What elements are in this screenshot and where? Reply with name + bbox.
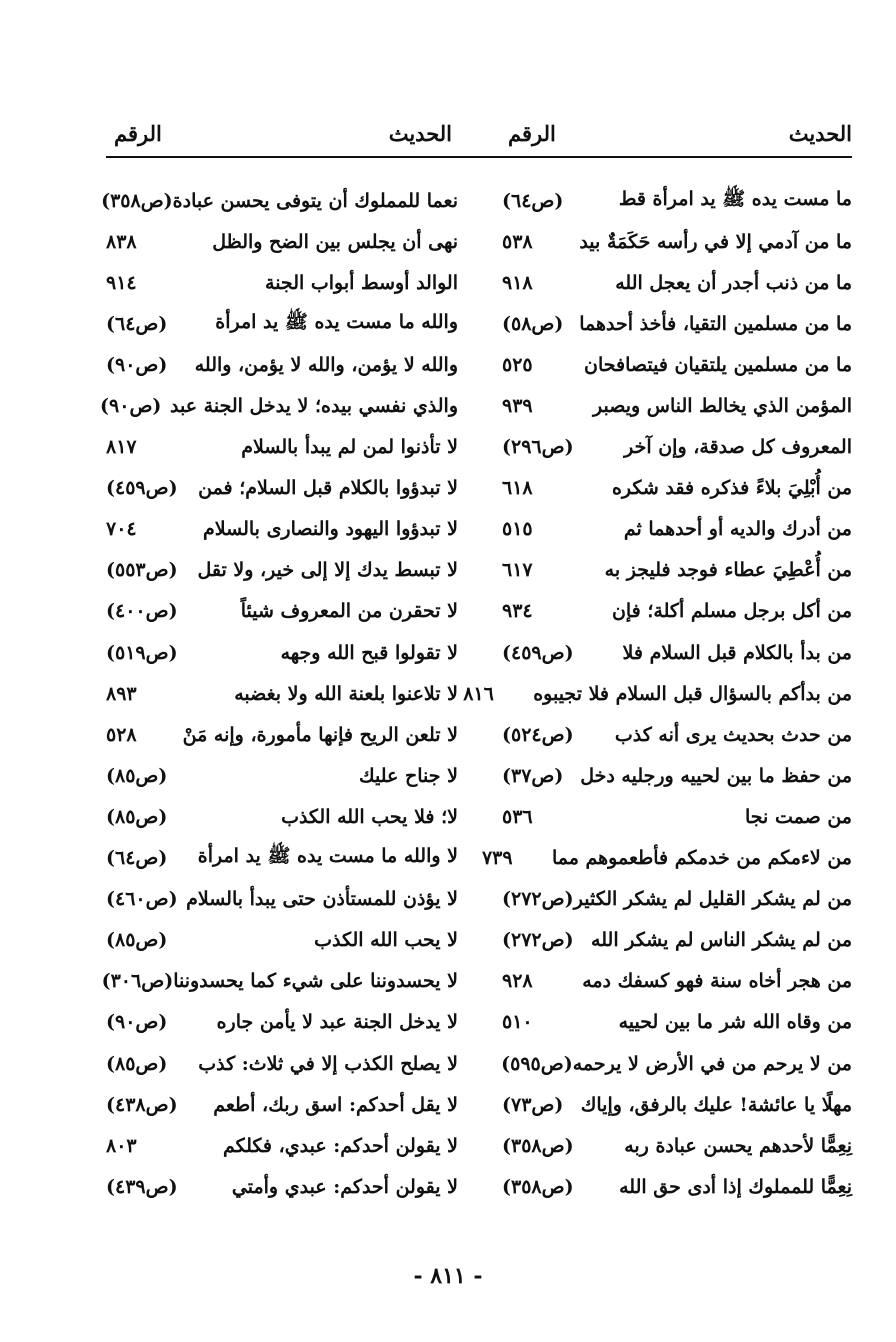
hadith-text: نهى أن يجلس بين الضح والظل [212,230,458,253]
header-number: الرقم [508,120,556,146]
index-entry [106,221,458,262]
index-entry [106,796,458,837]
hadith-number: ٩٣٩ [502,395,533,418]
page-number: - ٨١١ - [413,1263,483,1289]
index-entry [502,796,852,837]
hadith-number: ٨١٧ [106,436,137,459]
hadith-text: من لاءمكم من خدمكم فأطعموهم مما [551,847,852,870]
hadith-text: مهلًا يا عائشة! عليك بالرفق، وإياك [580,1093,852,1116]
hadith-text: لا يدخل الجنة عبد لا يأمن جاره [216,1011,458,1034]
index-entry [106,755,458,796]
hadith-text: من هجر أخاه سنة فهو كسفك دمه [582,970,852,993]
index-entry [502,755,852,796]
hadith-text: من صمت نجا [745,805,852,828]
hadith-number: (ص٣٧) [502,764,564,787]
hadith-text: لا يحب الله الكذب [314,929,458,952]
index-entry [106,1084,458,1125]
hadith-text: لا تبسط يدك إلا إلى خير، ولا تقل [197,559,458,582]
index-entry [106,1002,458,1043]
index-entry [502,385,852,426]
hadith-text: لا؛ فلا يحب الله الكذب [281,805,458,828]
hadith-number: ٦١٧ [502,559,533,582]
index-entry [106,920,458,961]
hadith-number: ٩١٨ [502,271,533,294]
hadith-text: والله ما مست يده ﷺ يد امرأة [215,310,458,333]
hadith-number: ٨٣٨ [106,230,137,253]
hadith-text: ما من آدمي إلا في رأسه حَكَمَةٌ بيد [579,230,852,253]
hadith-number: (ص٢٧٢) [502,888,574,911]
header-hadith: الحديث [788,120,852,146]
hadith-number: (ص٩٠) [106,1011,168,1034]
right-column-rows [463,180,852,1207]
hadith-number: (ص٨٥) [106,929,168,952]
hadith-text: من أدرك والديه أو أحدهما ثم [623,518,852,541]
index-entry [106,303,458,344]
hadith-number: ٥٢٨ [106,723,137,746]
index-entry [502,468,852,509]
index-entry [106,1166,458,1207]
hadith-number: (ص٥١٩) [106,641,178,664]
hadith-text: لا تحقرن من المعروف شيئاً [240,600,458,623]
hadith-text: لا يحسدوننا على شيء كما يحسدوننا [173,970,458,993]
index-entry [502,1043,852,1084]
left-column-rows [100,180,458,1207]
hadith-number: (ص٦٤) [106,312,168,335]
right-column [463,112,852,1207]
hadith-text: الوالد أوسط أبواب الجنة [265,271,458,294]
hadith-text: من أُبْلِيَ بلاءً فذكره فقد شكره [611,477,852,500]
hadith-text: من بدأ بالكلام قبل السلام فلا [622,641,852,664]
hadith-number: (ص٣٥٨) [502,1175,574,1198]
hadith-text: والله لا يؤمن، والله لا يؤمن، والله [194,353,458,376]
hadith-number: (ص٥٥٣) [106,559,178,582]
index-entry [106,509,458,550]
hadith-number: (ص٣٥٨) [101,189,173,212]
hadith-number: ٥٢٥ [502,353,533,376]
hadith-number: ٥٣٨ [502,230,533,253]
hadith-number: ٨١٦ [463,682,494,705]
hadith-text: لا تأذنوا لمن لم يبدأ بالسلام [241,436,458,459]
index-entry [106,262,458,303]
hadith-number: ٧٠٤ [106,518,137,541]
hadith-text: لا جناح عليك [359,764,458,787]
index-entry [502,262,852,303]
index-entry [502,879,852,920]
index-entry [106,879,458,920]
hadith-text: نعما للمملوك أن يتوفى يحسن عبادة [172,189,458,212]
hadith-text: من بدأكم بالسؤال قبل السلام فلا تجيبوه [533,682,852,705]
hadith-number: (ص٦٤) [502,189,564,212]
index-entry [481,838,852,879]
index-entry [502,303,852,344]
hadith-text: نِعِمًّا لأحدهم يحسن عبادة ربه [624,1134,852,1157]
hadith-number: (ص٤٥٩) [502,641,574,664]
index-entry [502,632,852,673]
hadith-number: ٨٩٣ [106,682,137,705]
hadith-text: من أُعْطِيَ عطاء فوجد فليجز به [604,559,852,582]
hadith-text: لا تلاعنوا بلعنة الله ولا بغضبه [234,682,458,705]
hadith-number: (ص٥٨) [502,312,564,335]
index-entry [106,838,458,879]
hadith-text: لا يقولن أحدكم: عبدي وأمتي [231,1175,458,1198]
index-entry [106,591,458,632]
hadith-number: ٩١٤ [106,271,137,294]
index-entry [463,673,852,714]
index-entry [502,1002,852,1043]
hadith-text: لا يصلح الكذب إلا في ثلاث: كذب [198,1052,458,1075]
left-column-header [106,112,458,154]
hadith-text: لا تقولوا قبح الله وجهه [280,641,458,664]
hadith-text: من وقاه الله شر ما بين لحييه [618,1011,852,1034]
index-entry [502,591,852,632]
hadith-text: لا يقولن أحدكم: عبدي، فكلكم [222,1134,458,1157]
hadith-text: لا يؤذن للمستأذن حتى يبدأ بالسلام [186,888,458,911]
index-entry [106,344,458,385]
index-entry [502,221,852,262]
hadith-number: (ص٩٠) [100,395,162,418]
index-entry [502,961,852,1002]
index-entry [106,714,458,755]
right-column-header [502,112,852,154]
hadith-text: لا يقل أحدكم: اسق ربك، أطعم [213,1093,458,1116]
hadith-number: (ص٤٠٠) [106,600,178,623]
index-entry [502,920,852,961]
hadith-text: ما من مسلمين يلتقيان فيتصافحان [584,353,852,376]
hadith-number: ٦١٨ [502,477,533,500]
hadith-text: من لم يشكر الناس لم يشكر الله [591,929,852,952]
hadith-number: (ص٣٥٨) [502,1134,574,1157]
hadith-text: المعروف كل صدقة، وإن آخر [624,436,852,459]
hadith-number: ٩٣٤ [502,600,533,623]
index-entry [106,550,458,591]
hadith-text: من أكل برجل مسلم أكلة؛ فإن [611,600,852,623]
hadith-text: المؤمن الذي يخالط الناس ويصبر [593,395,852,418]
hadith-text: لا تبدؤوا بالكلام قبل السلام؛ فمن [198,477,458,500]
hadith-text: لا تلعن الريح فإنها مأمورة، وإنه مَنْ [182,723,458,746]
index-entry [100,385,458,426]
hadith-number: ٥١٥ [502,518,533,541]
header-rule [106,156,852,158]
hadith-text: من حدث بحديث يرى أنه كذب [614,723,852,746]
hadith-text: ما من ذنب أجدر أن يعجل الله [615,271,852,294]
index-entry [106,1125,458,1166]
hadith-number: (ص٨٥) [106,1052,168,1075]
hadith-number: (ص٧٣) [502,1093,564,1116]
hadith-text: من حفظ ما بين لحييه ورجليه دخل [580,764,852,787]
hadith-number: ٥٣٦ [502,805,533,828]
hadith-text: ما مست يده ﷺ يد امرأة قط [618,187,852,210]
hadith-text: نِعِمًّا للمملوك إذا أدى حق الله [619,1175,852,1198]
index-entry [502,1125,852,1166]
header-hadith: الحديث [388,120,452,146]
hadith-number: (ص٦٤) [106,847,168,870]
left-column [100,112,458,1207]
hadith-text: من لم يشكر القليل لم يشكر الكثير [573,888,852,911]
index-entry [101,961,458,1002]
hadith-number: (ص٤٣٩) [106,1175,178,1198]
hadith-text: لا والله ما مست يده ﷺ يد امرأة [197,845,458,868]
hadith-text: من لا يرحم من في الأرض لا يرحمه [572,1052,852,1075]
hadith-text: والذي نفسي بيده؛ لا يدخل الجنة عبد [170,395,458,418]
hadith-number: ٧٣٩ [481,847,513,870]
hadith-number: (ص٤٣٨) [106,1093,178,1116]
index-entry [106,632,458,673]
hadith-number: ٥١٠ [502,1011,533,1034]
index-entry [106,427,458,468]
hadith-number: (ص٥٢٤) [502,723,574,746]
index-entry [106,673,458,714]
hadith-number: (ص٤٦٠) [106,888,178,911]
header-number: الرقم [114,120,162,146]
index-entry [502,550,852,591]
index-entry [101,180,458,221]
hadith-number: (ص٣٠٦) [101,970,174,993]
hadith-number: ٩٢٨ [502,970,533,993]
index-entry [502,509,852,550]
index-entry [106,1043,458,1084]
index-entry [502,344,852,385]
index-entry [106,468,458,509]
index-entry [502,180,852,221]
index-entry [502,1084,852,1125]
index-entry [502,1166,852,1207]
hadith-number: (ص٤٥٩) [106,477,178,500]
hadith-number: (ص٢٧٢) [502,929,574,952]
hadith-number: ٨٠٣ [106,1134,137,1157]
index-entry [502,714,852,755]
hadith-text: لا تبدؤوا اليهود والنصارى بالسلام [203,518,458,541]
hadith-text: ما من مسلمين التقيا، فأخذ أحدهما [579,312,852,335]
hadith-number: (ص٨٥) [106,805,168,828]
index-entry [502,427,852,468]
hadith-number: (ص٥٩٥) [501,1052,573,1075]
hadith-number: (ص٩٠) [106,353,168,376]
hadith-number: (ص٢٩٦) [502,436,574,459]
hadith-number: (ص٨٥) [106,764,168,787]
